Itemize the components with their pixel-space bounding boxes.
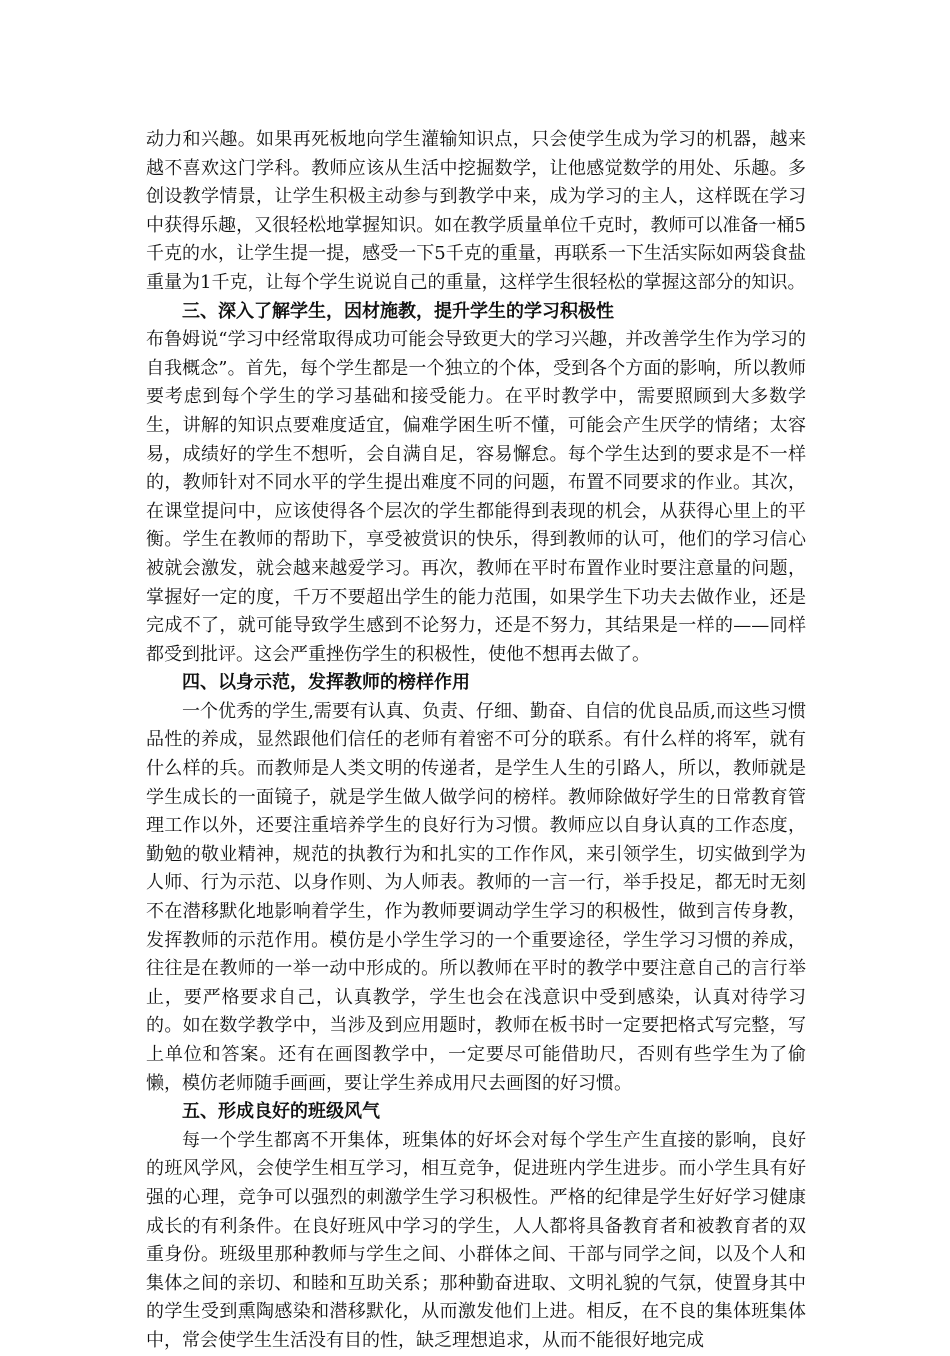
section-heading-5: 五、形成良好的班级风气 <box>182 1101 380 1123</box>
paragraph-class-atmosphere: 每一个学生都离不开集体，班集体的好坏会对每个学生产生直接的影响，良好的班风学风，会使学生相互学习，相互竞争，促进班内学生进步。而小学生具有好强的心理，竞争可以强烈的刺激学生学习积极性。严格的纪律是学生好好学习健康成长的有利条件。在良好班风中学习的学生，人人都将具备教育者和被教育者的双重身份。班级里那种教师与学生之间、小群体之间、干部与同学之间，以及个人和集体之间的亲切、和睦和互助关系；那种勤奋进取、文明礼貌的气氛，使置身其中的学生受到熏陶感染和潜移默化，从而激发他们上进。相反，在不良的集体班集体中，常会使学生生活没有目的性，缺乏理想追求，从而不能很好地完成 <box>146 1129 806 1351</box>
section-heading-3: 三、深入了解学生，因材施教，提升学生的学习积极性 <box>182 300 614 322</box>
paragraph-interest-continued: 动力和兴趣。如果再死板地向学生灌输知识点，只会使学生成为学习的机器，越来越不喜欢这门学科。教师应该从生活中挖掘数学，让他感觉数学的用处、乐趣。多创设教学情景，让学生积极主动参与到教学中来，成为学习的主人，这样既在学习中获得乐趣，又很轻松地掌握知识。如在教学质量单位千克时，教师可以准备一桶5千克的水，让学生提一提，感受一下5千克的重量，再联系一下生活实际如两袋食盐重量为1千克，让每个学生说说自己的重量，这样学生很轻松的掌握这部分的知识。 <box>146 129 806 293</box>
section-heading-4: 四、以身示范，发挥教师的榜样作用 <box>182 672 470 694</box>
paragraph-teacher-example: 一个优秀的学生,需要有认真、负责、仔细、勤奋、自信的优良品质,而这些习惯品性的养成，显然跟他们信任的老师有着密不可分的联系。有什么样的将军，就有什么样的兵。而教师是人类文明的传递者，是学生人生的引路人，所以，教师就是学生成长的一面镜子，就是学生做人做学问的榜样。教师除做好学生的日常教育管理工作以外，还要注重培养学生的良好行为习惯。教师应以自身认真的工作态度，勤勉的敬业精神，规范的执教行为和扎实的工作作风，来引领学生，切实做到学为人师、行为示范、以身作则、为人师表。教师的一言一行，举手投足，都无时无刻不在潜移默化地影响着学生，作为教师要调动学生学习的积极性，做到言传身教，发挥教师的示范作用。模仿是小学生学习的一个重要途径，学生学习习惯的养成，往往是在教师的一举一动中形成的。所以教师在平时的教学中要注意自己的言行举止，要严格要求自己，认真教学，学生也会在浅意识中受到感染，认真对待学习的。如在数学教学中，当涉及到应用题时，教师在板书时一定要把格式写完整，写上单位和答案。还有在画图教学中，一定要尽可能借助尺，否则有些学生为了偷懒，模仿老师随手画画，要让学生养成用尺去画图的好习惯。 <box>146 700 806 1094</box>
document-body <box>146 126 806 1356</box>
paragraph-bloom-quote: 布鲁姆说“学习中经常取得成功可能会导致更大的学习兴趣，并改善学生作为学习的自我概念”。首先，每个学生都是一个独立的个体，受到各个方面的影响，所以教师要考虑到每个学生的学习基础和接受能力。在平时教学中，需要照顾到大多数学生，讲解的知识点要难度适宜，偏难学困生听不懂，可能会产生厌学的情绪；太容易，成绩好的学生不想听，会自满自足，容易懈怠。每个学生达到的要求是不一样的，教师针对不同水平的学生提出难度不同的问题，布置不同要求的作业。其次，在课堂提问中，应该使得各个层次的学生都能得到表现的机会，从获得心里上的平衡。学生在教师的帮助下，享受被赏识的快乐，得到教师的认可，他们的学习信心被就会激发，就会越来越爱学习。再次，教师在平时布置作业时要注意量的问题，掌握好一定的度，千万不要超出学生的能力范围，如果学生下功夫去做作业，还是完成不了，就可能导致学生感到不论努力，还是不努力，其结果是一样的——同样都受到批评。这会严重挫伤学生的积极性，使他不想再去做了。 <box>146 329 806 665</box>
